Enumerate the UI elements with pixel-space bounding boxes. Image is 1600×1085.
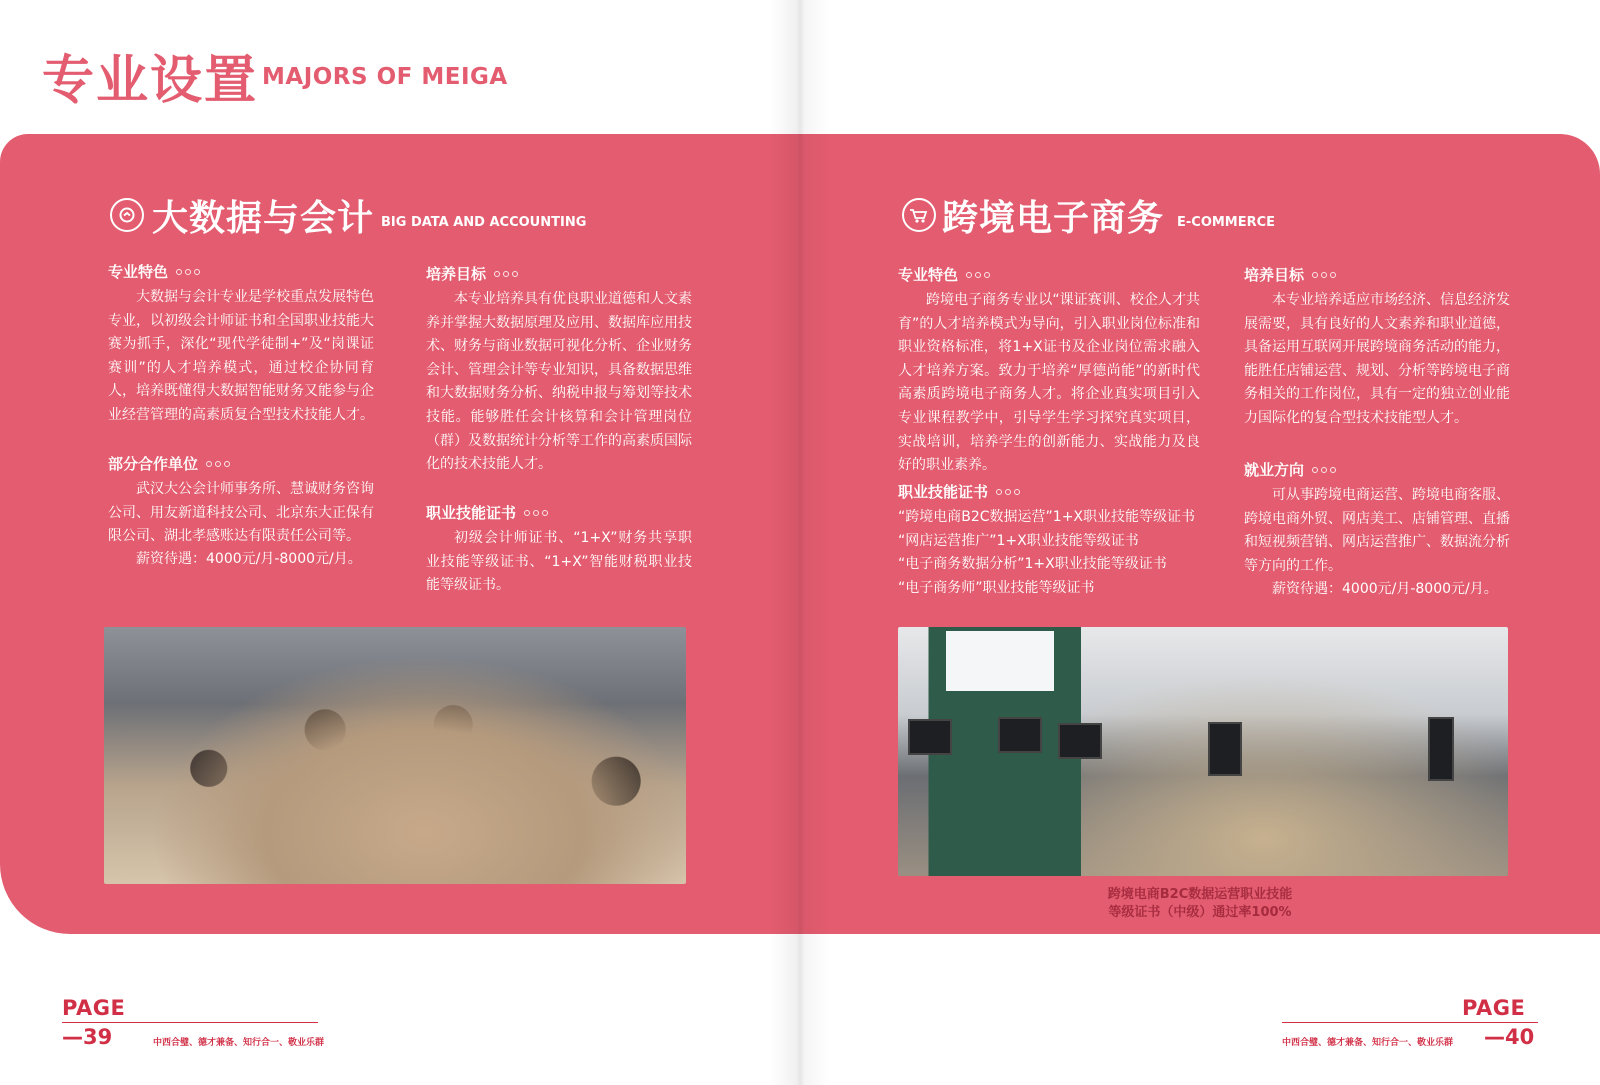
dots-ornament: [206, 461, 230, 467]
certs-list: [898, 506, 1218, 600]
dots-ornament: [996, 489, 1020, 495]
goals-text: 本专业培养具有优良职业道德和人文素养并掌握大数据原理及应用、数据库应用技术、财务与商业数据可视化分析、企业财务会计、管理会计等专业知识，具备数据思维和大数据财务分析、纳税申报与筹划等技术技能。能够胜任会计核算和会计管理岗位（群）及数据统计分析等工作的高素质国际化的技术技能人才。: [426, 291, 692, 473]
monitor: [1058, 723, 1102, 759]
partners-text: 武汉大公会计师事务所、慧诚财务咨询公司、用友新道科技公司、北京东大正保有限公司、湖北孝感账达有限责任公司等。: [108, 481, 374, 545]
coin-hand-icon: [110, 198, 144, 232]
major-title-cn: 跨境电子商务: [942, 198, 1165, 239]
school-motto: 中西合璧、德才兼备、知行合一、敬业乐群: [153, 1038, 325, 1048]
features-heading: [898, 264, 990, 285]
features-heading: [108, 261, 200, 282]
page-title-cn: 专业设置: [42, 51, 259, 111]
salary-text: 薪资待遇：4000元/月-8000元/月。: [1272, 581, 1498, 597]
dots-ornament: [494, 271, 518, 277]
career-text: 可从事跨境电商运营、跨境电商客服、跨境电商外贸、网店美工、店铺管理、直播和短视频营销、网店运营推广、数据流分析等方向的工作。: [1244, 487, 1510, 574]
list-item: “跨境电商B2C数据运营”1+X职业技能等级证书: [898, 509, 1196, 525]
features-text: 跨境电子商务专业以“课证赛训、校企人才共育”的人才培养模式为导向，引入职业岗位标准和职业资格标准，将1+X证书及企业岗位需求融入人才培养方案。致力于培养“厚德尚能”的新时代高素质跨境电子商务人才。将企业真实项目引入专业课程教学中，引导学生学习探究真实项目，实战培训，培养学生的创新能力、实战能力及良好的职业素养。: [898, 292, 1200, 474]
goals-heading: [426, 263, 518, 284]
page-label: PAGE: [1462, 996, 1526, 1020]
dots-ornament: [524, 510, 548, 516]
certs-text: 初级会计师证书、“1+X”财务共享职业技能等级证书、“1+X”智能财税职业技能等级证书。: [426, 530, 692, 594]
list-item: “电子商务师”职业技能等级证书: [898, 579, 1095, 596]
features-heading-text: 专业特色: [898, 266, 959, 284]
major-title-cn: 大数据与会计: [152, 198, 375, 239]
projector-screen: [946, 631, 1054, 691]
monitor: [908, 719, 952, 755]
goals-text: 本专业培养适应市场经济、信息经济发展需要，具有良好的人文素养和职业道德，具备运用互联网开展跨境商务活动的能力，能胜任店铺运营、规划、分析等跨境电子商务相关的工作岗位，具有一定的独立创业能力国际化的复合型技术技能型人才。: [1244, 292, 1510, 426]
monitor: [1428, 717, 1454, 781]
caption-line: 跨境电商B2C数据运营职业技能: [1107, 887, 1293, 902]
dots-ornament: [176, 269, 200, 275]
ecommerce-lab-photo: [898, 627, 1508, 876]
page-number: —40: [1484, 1025, 1535, 1049]
career-heading: [1244, 459, 1336, 480]
caption-line: 等级证书（中级）通过率100%: [1108, 905, 1292, 920]
features-heading-text: 专业特色: [108, 263, 169, 281]
dots-ornament: [1312, 272, 1336, 278]
monitor: [1208, 722, 1242, 776]
certs-heading: [426, 502, 548, 523]
page-rule: [1282, 1022, 1538, 1023]
page-title-en: MAJORS OF MEIGA: [262, 64, 508, 90]
page-label: PAGE: [62, 996, 126, 1020]
major-title-en: BIG DATA AND ACCOUNTING: [381, 215, 587, 230]
certs-heading: [898, 481, 1020, 502]
partners-heading: [108, 453, 230, 474]
dots-ornament: [966, 272, 990, 278]
monitor: [998, 717, 1042, 753]
career-heading-text: 就业方向: [1244, 461, 1305, 479]
dots-ornament: [1312, 467, 1336, 473]
school-motto: 中西合璧、德才兼备、知行合一、敬业乐群: [1282, 1038, 1454, 1048]
certs-heading-text: 职业技能证书: [898, 483, 989, 501]
accounting-class-photo: [104, 627, 686, 884]
partners-heading-text: 部分合作单位: [108, 455, 199, 473]
page-rule: [62, 1022, 318, 1023]
certs-heading-text: 职业技能证书: [426, 504, 517, 522]
goals-heading-text: 培养目标: [1244, 266, 1305, 284]
salary-text: 薪资待遇：4000元/月-8000元/月。: [136, 551, 362, 567]
goals-heading-text: 培养目标: [426, 265, 487, 283]
features-text: 大数据与会计专业是学校重点发展特色专业，以初级会计师证书和全国职业技能大赛为抓手，深化“现代学徒制+”及“岗课证赛训”的人才培养模式，通过校企协同育人，培养既懂得大数据智能财务又能参与企业经营管理的高素质复合型技术技能人才。: [108, 289, 374, 423]
list-item: “网店运营推广”1+X职业技能等级证书: [898, 532, 1139, 549]
cart-globe-icon: [902, 198, 936, 232]
list-item: “电子商务数据分析”1+X职业技能等级证书: [898, 556, 1167, 573]
page-number: —39: [62, 1025, 113, 1049]
major-title-en: E-COMMERCE: [1177, 215, 1276, 230]
photo-caption: [1060, 886, 1340, 922]
goals-heading: [1244, 264, 1336, 285]
